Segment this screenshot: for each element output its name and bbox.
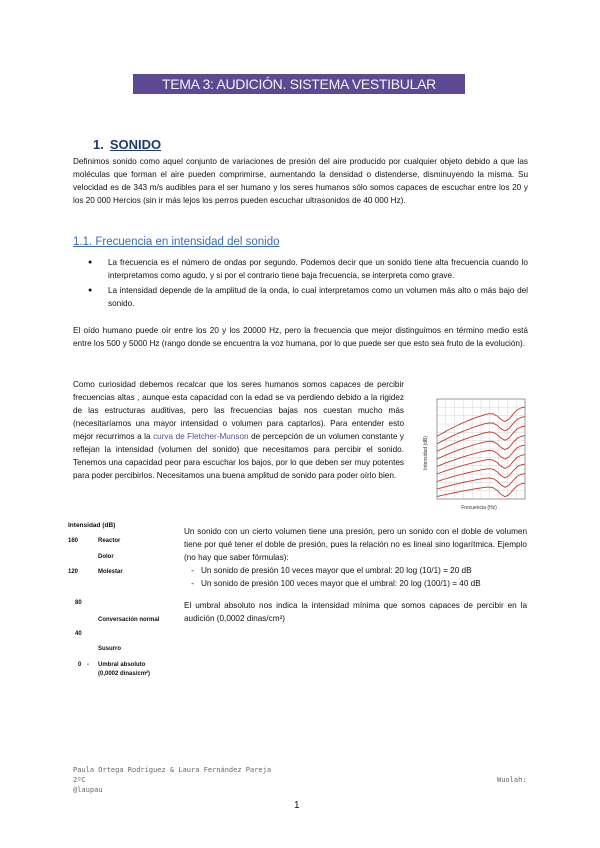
scale-label: Conversación normal — [98, 617, 160, 623]
footer-brand: Wuolah: — [497, 776, 527, 784]
document-title: TEMA 3: AUDICIÓN. SISTEMA VESTIBULAR — [133, 74, 465, 94]
scale-label: (0,0002 dinas/cm²) — [98, 671, 151, 677]
section-title: SONIDO — [109, 137, 162, 152]
scale-label: Dolor — [98, 554, 114, 560]
example-item — [184, 564, 527, 577]
scale-value: 80 — [75, 600, 82, 606]
subsection-heading: 1.1. Frecuencia en intensidad del sonido — [73, 236, 280, 248]
bullet-list — [73, 256, 528, 312]
list-item: ● La intensidad depende de la amplitud de la onda, lo cual interpretamos como un volumen más alto o más bajo del sonido. — [73, 284, 528, 310]
scale-header: Intensidad (dB) — [68, 522, 116, 529]
footer-course: 2ºC — [73, 776, 86, 784]
example-text: Un sonido de presión 10 veces mayor que el umbral: 20 log (10/1) = 20 dB — [201, 566, 472, 575]
example-item — [184, 577, 527, 590]
scale-label: Reactor — [98, 538, 121, 544]
scale-value: 160 — [68, 538, 79, 544]
intro-paragraph: Definimos sonido como aquel conjunto de variaciones de presión del aire producido por cualquier objeto debido a que las moléculas que forman el aire pueden comprimirse, aumentando la densidad o distenderse, disminuyendo la misma. Su velocidad es de 343 m/s audibles para el ser humano y los seres humanos sólo somos capaces de escuchar entre los 20 y los 20 000 Hercios (sin ir más lejos los perros pueden escuchar ultrasonidos de 40 000 Hz). — [73, 157, 528, 205]
footer-handle: @laupau — [73, 786, 103, 794]
threshold-paragraph: El umbral absoluto nos indica la intensidad mínima que somos capaces de percibir en la audición (0,0002 dinas/cm²) — [184, 601, 527, 623]
pressure-explanation — [184, 525, 527, 625]
scale-value: 40 — [75, 631, 82, 637]
list-item: ● La frecuencia es el número de ondas por segundo. Podemos decir que un sonido tiene alta frecuencia cuando lo interpretamos como agudo, y si por el contrario tiene baja frecuencia, se interpreta como grave. — [73, 256, 528, 282]
scale-label: Umbral absoluto — [98, 662, 146, 668]
fletcher-munson-link[interactable]: curva de Fletcher-Munson — [153, 432, 249, 441]
example-text: Un sonido de presión 100 veces mayor que el umbral: 20 log (100/1) = 40 dB — [201, 579, 481, 588]
section-number: 1. — [93, 137, 104, 152]
page-number: 1 — [294, 800, 300, 811]
fletcher-munson-chart — [423, 393, 527, 511]
scale-label: Susurro — [98, 646, 122, 652]
chart-x-label: Frecuencia (Hz) — [461, 505, 497, 511]
chart-y-label: Intensidad (dB) — [423, 436, 429, 470]
scale-value: 0 — [78, 662, 82, 668]
pressure-intro: Un sonido con un cierto volumen tiene una presión, pero un sonido con el doble de volumen tiene por qué tener el doble de presión, pues la relación no es lineal sino logarítmica. Ejemplo (no hay que saber fórmulas): — [184, 527, 527, 562]
dash-bullet: - — [191, 566, 194, 575]
fletcher-munson-svg — [423, 393, 527, 511]
scale-label: Molestar — [98, 569, 123, 575]
curiosity-text-a: Como curiosidad debemos recalcar que los seres humanos somos capaces de percibir frecuencias altas , aunque esta capacidad con la edad se va perdiendo debido a la rigidez de las estructuras auditivas, pero las frecuencias bajas nos cuestan mucho más (necesitaríamos una mayor intensidad o volumen para captarlos). Para entender esto mejor recurrimos a la — [73, 380, 404, 441]
scale-dash: - — [87, 662, 89, 668]
scale-value: 120 — [68, 569, 79, 575]
intensity-scale — [68, 522, 178, 687]
dash-bullet: - — [191, 579, 194, 588]
footer-authors: Paula Ortega Rodríguez & Laura Fernández Pareja — [73, 766, 272, 774]
curiosity-text-b: de percepción de un volumen constante y reflejan la intensidad (volumen del sonido) que necesitamos para percibir el sonido. Tenemos una capacidad peor para escuchar los bajos, por lo que deben ser muy potentes para poder percibirlos. Necesitamos una buena amplitud de sonido para poder oírlo bien. — [73, 432, 405, 480]
section-heading — [93, 137, 161, 152]
hearing-range-paragraph: El oído humano puede oír entre los 20 y los 20000 Hz, pero la frecuencia que mejor distinguimos en término medio está entre los 500 y 5000 Hz (rango donde se encuentra la voz humana, por lo que puede ser que esto sea fruto de la evolución). — [73, 326, 528, 348]
